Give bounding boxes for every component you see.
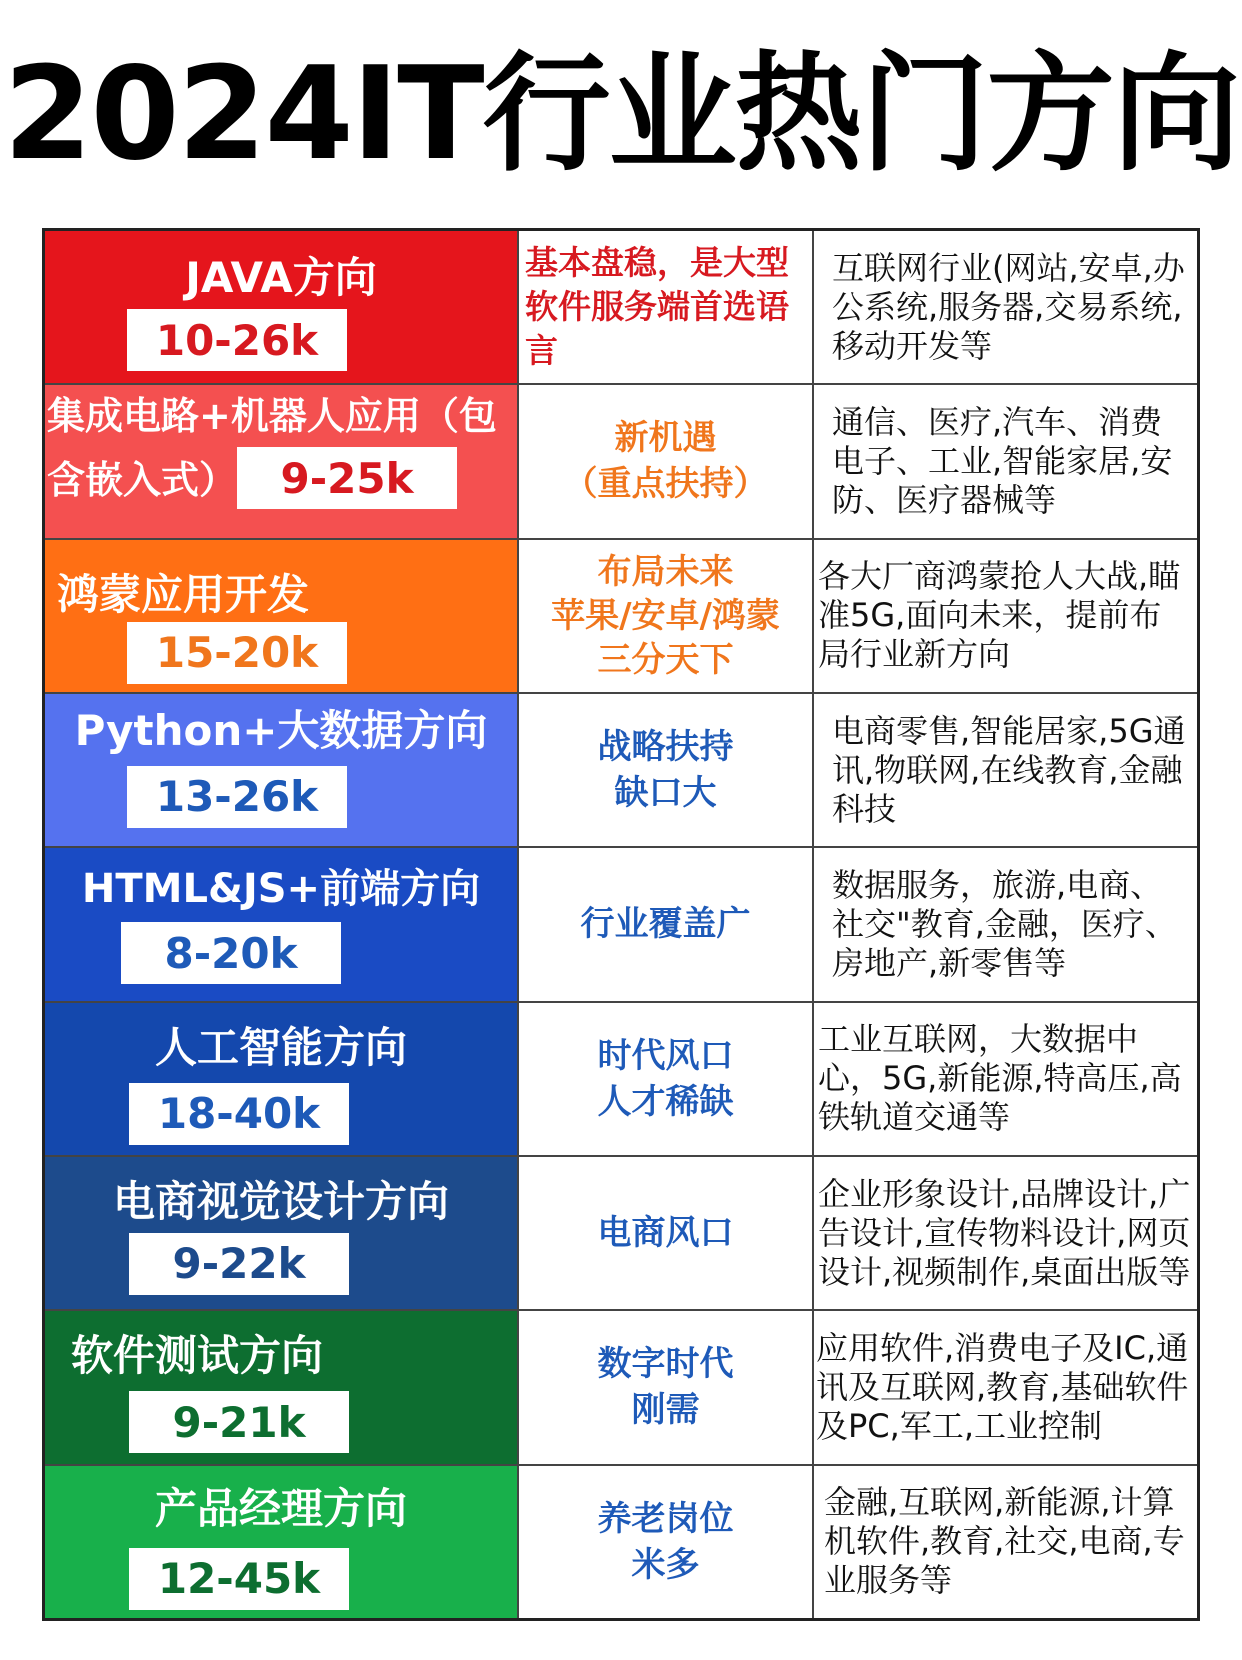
scope-cell: 各大厂商鸿蒙抢人大战,瞄准5G,面向未来，提前布局行业新方向 bbox=[814, 540, 1197, 692]
feature-cell bbox=[519, 1466, 814, 1618]
feature-line: 数字时代 bbox=[597, 1344, 734, 1385]
feature-line: 苹果/安卓/鸿蒙 bbox=[551, 595, 780, 636]
feature-line: 缺口大 bbox=[614, 773, 717, 814]
feature-line: 人才稀缺 bbox=[597, 1081, 734, 1122]
salary-badge: 13-26k bbox=[127, 766, 347, 828]
feature-cell: 基本盘稳，是大型软件服务端首选语言 bbox=[519, 231, 814, 383]
salary-badge: 8-20k bbox=[121, 922, 341, 984]
table-row bbox=[45, 1464, 1197, 1618]
scope-cell: 金融,互联网,新能源,计算机软件,教育,社交,电商,专业服务等 bbox=[814, 1466, 1197, 1618]
direction-label: 软件测试方向 bbox=[71, 1331, 324, 1381]
salary-badge: 9-22k bbox=[129, 1233, 349, 1295]
scope-cell: 电商零售,智能居家,5G通讯,物联网,在线教育,金融科技 bbox=[814, 694, 1197, 846]
salary-badge: 9-21k bbox=[129, 1391, 349, 1453]
scope-cell: 互联网行业(网站,安卓,办公系统,服务器,交易系统,移动开发等 bbox=[814, 231, 1197, 383]
salary-badge: 10-26k bbox=[127, 309, 347, 371]
feature-cell bbox=[519, 694, 814, 846]
direction-cell-harmony bbox=[45, 540, 519, 692]
table-row bbox=[45, 1309, 1197, 1463]
feature-line: 养老岗位 bbox=[597, 1498, 734, 1539]
feature-cell: 行业覆盖广 bbox=[519, 848, 814, 1000]
table-row bbox=[45, 383, 1197, 537]
scope-cell: 企业形象设计,品牌设计,广告设计,宣传物料设计,网页设计,视频制作,桌面出版等 bbox=[814, 1157, 1197, 1309]
career-table bbox=[42, 228, 1200, 1621]
feature-cell bbox=[519, 385, 814, 537]
scope-cell: 通信、医疗,汽车、消费电子、工业,智能家居,安防、医疗器械等 bbox=[814, 385, 1197, 537]
salary-badge: 18-40k bbox=[129, 1083, 349, 1145]
direction-label: 人工智能方向 bbox=[154, 1022, 407, 1072]
direction-label: Python+大数据方向 bbox=[74, 705, 488, 755]
direction-label: JAVA方向 bbox=[185, 253, 377, 302]
direction-label-line1: 集成电路+机器人应用（包 bbox=[47, 394, 497, 439]
feature-line: （重点扶持） bbox=[563, 464, 768, 505]
salary-badge: 15-20k bbox=[127, 622, 347, 684]
salary-badge: 12-45k bbox=[129, 1548, 349, 1610]
table-row bbox=[45, 1155, 1197, 1309]
table-row bbox=[45, 692, 1197, 846]
direction-cell-pm bbox=[45, 1466, 519, 1618]
feature-line: 三分天下 bbox=[597, 639, 734, 680]
table-row bbox=[45, 538, 1197, 692]
direction-cell-python bbox=[45, 694, 519, 846]
direction-label-line2: 含嵌入式） bbox=[47, 458, 238, 503]
scope-cell: 应用软件,消费电子及IC,通讯及互联网,教育,基础软件及PC,军工,工业控制 bbox=[814, 1311, 1197, 1463]
feature-line: 米多 bbox=[631, 1544, 700, 1585]
direction-label: 电商视觉设计方向 bbox=[112, 1176, 449, 1226]
feature-cell: 电商风口 bbox=[519, 1157, 814, 1309]
page-title: 2024IT行业热门方向 bbox=[3, 40, 1239, 189]
feature-line: 时代风口 bbox=[597, 1035, 734, 1076]
direction-cell-ai bbox=[45, 1003, 519, 1155]
feature-line: 布局未来 bbox=[597, 551, 734, 592]
scope-cell: 数据服务，旅游,电商、社交"教育,金融，医疗、房地产,新零售等 bbox=[814, 848, 1197, 1000]
direction-label: 产品经理方向 bbox=[154, 1483, 407, 1533]
feature-line: 新机遇 bbox=[614, 418, 717, 459]
feature-cell bbox=[519, 540, 814, 692]
feature-line: 战略扶持 bbox=[597, 727, 734, 768]
salary-badge: 9-25k bbox=[237, 447, 457, 509]
table-row bbox=[45, 846, 1197, 1000]
table-row bbox=[45, 231, 1197, 383]
direction-cell-java bbox=[45, 231, 519, 383]
direction-cell-chip bbox=[45, 385, 519, 537]
direction-label: 鸿蒙应用开发 bbox=[57, 569, 310, 619]
feature-line: 刚需 bbox=[631, 1390, 700, 1431]
direction-label: HTML&JS+前端方向 bbox=[81, 866, 481, 913]
direction-cell-html bbox=[45, 848, 519, 1000]
table-row bbox=[45, 1001, 1197, 1155]
feature-cell bbox=[519, 1311, 814, 1463]
direction-cell-test bbox=[45, 1311, 519, 1463]
scope-cell: 工业互联网，大数据中心，5G,新能源,特高压,高铁轨道交通等 bbox=[814, 1003, 1197, 1155]
feature-cell bbox=[519, 1003, 814, 1155]
direction-cell-ecom bbox=[45, 1157, 519, 1309]
